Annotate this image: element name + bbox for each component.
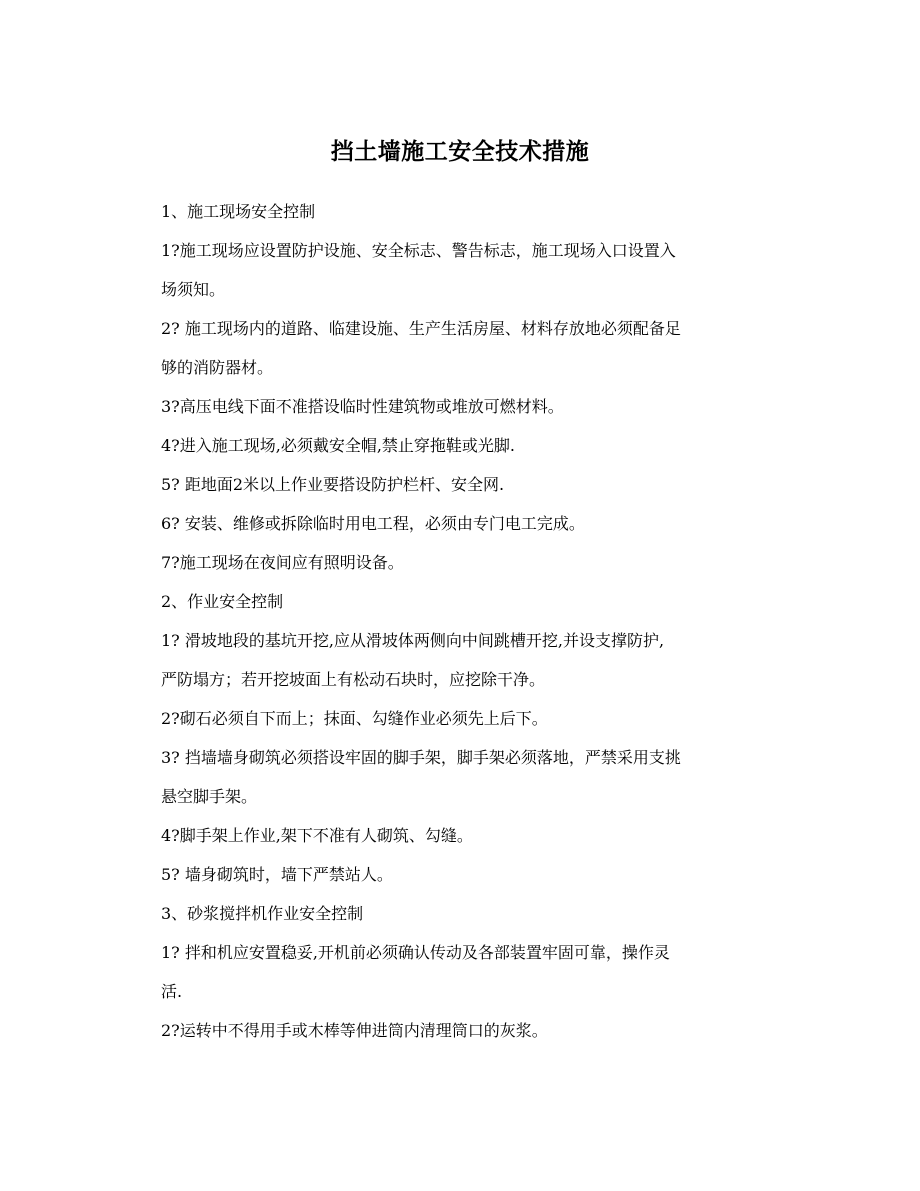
paragraph-line: 2?砌石必须自下而上；抹面、勾缝作业必须先上后下。 [161,709,548,728]
paragraph-line: 3? 挡墙墙身砌筑必须搭设牢固的脚手架，脚手架必须落地，严禁采用支挑 [161,748,681,767]
paragraph-line: 2、作业安全控制 [161,592,284,611]
paragraph-2-3 [161,743,761,811]
section-heading-2 [161,587,761,616]
paragraph-line: 2? 施工现场内的道路、临建设施、生产生活房屋、材料存放地必须配备足 [161,319,681,338]
paragraph-line: 够的消防器材。 [161,358,274,377]
paragraph-2-1 [161,626,761,694]
paragraph-line: 1? 滑坡地段的基坑开挖,应从滑坡体两侧向中间跳槽开挖,并设支撑防护, [161,631,665,650]
paragraph-line: 4?脚手架上作业,架下不准有人砌筑、勾缝。 [161,826,473,845]
document-title: 挡土墙施工安全技术措施 [330,138,590,165]
paragraph-line: 7?施工现场在夜间应有照明设备。 [161,553,404,572]
paragraph-1-7 [161,548,761,577]
paragraph-line: 2?运转中不得用手或木棒等伸进筒内清理筒口的灰浆。 [161,1021,548,1040]
paragraph-line: 1? 拌和机应安置稳妥,开机前必须确认传动及各部装置牢固可靠，操作灵 [161,943,670,962]
paragraph-line: 1、施工现场安全控制 [161,202,316,221]
paragraph-1-6 [161,509,761,538]
paragraph-line: 5? 墙身砌筑时，墙下严禁站人。 [161,865,393,884]
paragraph-line: 悬空脚手架。 [161,787,258,806]
paragraph-line: 3?高压电线下面不准搭设临时性建筑物或堆放可燃材料。 [161,397,564,416]
paragraph-1-1 [161,236,761,304]
section-heading-1 [161,197,761,226]
section-heading-3 [161,899,761,928]
paragraph-line: 6? 安装、维修或拆除临时用电工程，必须由专门电工完成。 [161,514,585,533]
paragraph-1-5 [161,470,761,499]
document-body [161,197,761,1055]
paragraph-line: 5? 距地面2米以上作业要搭设防护栏杆、安全网. [161,475,505,494]
paragraph-line: 1?施工现场应设置防护设施、安全标志、警告标志，施工现场入口设置入 [161,241,676,260]
paragraph-2-5 [161,860,761,889]
paragraph-1-2 [161,314,761,382]
paragraph-2-4 [161,821,761,850]
paragraph-3-1 [161,938,761,1006]
paragraph-3-2 [161,1016,761,1045]
paragraph-line: 4?进入施工现场,必须戴安全帽,禁止穿拖鞋或光脚. [161,436,516,455]
paragraph-line: 3、砂浆搅拌机作业安全控制 [161,904,364,923]
paragraph-1-4 [161,431,761,460]
paragraph-line: 活. [161,982,183,1001]
paragraph-line: 严防塌方；若开挖坡面上有松动石块时，应挖除干净。 [161,670,546,689]
paragraph-1-3 [161,392,761,421]
paragraph-2-2 [161,704,761,733]
paragraph-line: 场须知。 [161,280,226,299]
